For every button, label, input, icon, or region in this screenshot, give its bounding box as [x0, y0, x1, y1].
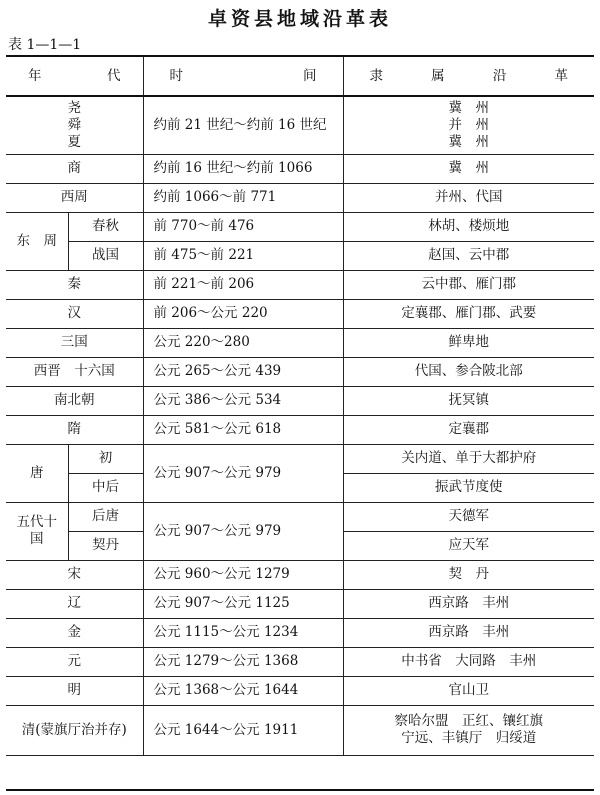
affiliation-cell: 应天军 — [343, 531, 594, 560]
table-row — [6, 386, 594, 415]
era-group-cell: 东 周 — [6, 212, 68, 270]
table-row — [6, 241, 594, 270]
era-cell: 尧 舜 夏 — [6, 96, 143, 154]
affiliation-cell: 并州、代国 — [343, 183, 594, 212]
table-row — [6, 270, 594, 299]
era-sub-cell: 初 — [68, 444, 143, 473]
header-era: 年 代 — [6, 57, 143, 96]
era-cell: 明 — [6, 676, 143, 705]
era-group-cell: 五代十国 — [6, 502, 68, 560]
table-row — [6, 299, 594, 328]
table-row — [6, 647, 594, 676]
affiliation-cell: 振武节度使 — [343, 473, 594, 502]
affiliation-cell: 官山卫 — [343, 676, 594, 705]
table-row — [6, 154, 594, 183]
time-cell: 前 221～前 206 — [143, 270, 343, 299]
affiliation-cell: 鲜卑地 — [343, 328, 594, 357]
era-cell: 西周 — [6, 183, 143, 212]
affiliation-cell: 西京路 丰州 — [343, 618, 594, 647]
era-cell: 三国 — [6, 328, 143, 357]
time-cell: 前 770～前 476 — [143, 212, 343, 241]
table-row — [6, 357, 594, 386]
era-sub-cell: 中后 — [68, 473, 143, 502]
table-title: 卓资县地域沿革表 — [207, 8, 392, 30]
affiliation-cell: 天德军 — [343, 502, 594, 531]
affiliation-cell: 抚冥镇 — [343, 386, 594, 415]
table-row — [6, 183, 594, 212]
table-row — [6, 705, 594, 755]
time-cell: 公元 386～公元 534 — [143, 386, 343, 415]
affiliation-cell: 定襄郡、雁门郡、武要 — [343, 299, 594, 328]
affiliation-cell: 关内道、单于大都护府 — [343, 444, 594, 473]
header-row — [6, 57, 594, 96]
time-cell: 公元 1279～公元 1368 — [143, 647, 343, 676]
time-cell: 公元 907～公元 979 — [143, 502, 343, 560]
era-cell: 隋 — [6, 415, 143, 444]
affiliation-cell: 中书省 大同路 丰州 — [343, 647, 594, 676]
time-cell: 前 206～公元 220 — [143, 299, 343, 328]
era-sub-cell: 春秋 — [68, 212, 143, 241]
table-row — [6, 96, 594, 154]
table-number: 表 1—1—1 — [8, 37, 82, 53]
time-cell: 公元 265～公元 439 — [143, 357, 343, 386]
time-cell: 公元 960～公元 1279 — [143, 560, 343, 589]
table-row — [6, 415, 594, 444]
time-cell: 公元 1115～公元 1234 — [143, 618, 343, 647]
era-cell: 秦 — [6, 270, 143, 299]
table-row — [6, 676, 594, 705]
table-row — [6, 502, 594, 531]
table-row — [6, 444, 594, 473]
table-row — [6, 589, 594, 618]
era-cell: 南北朝 — [6, 386, 143, 415]
era-cell: 商 — [6, 154, 143, 183]
era-cell: 汉 — [6, 299, 143, 328]
affiliation-cell: 冀 州 并 州 冀 州 — [343, 96, 594, 154]
time-cell: 约前 21 世纪～约前 16 世纪 — [143, 96, 343, 154]
history-table — [6, 57, 594, 756]
table-row — [6, 560, 594, 589]
time-cell: 前 475～前 221 — [143, 241, 343, 270]
era-sub-cell: 契丹 — [68, 531, 143, 560]
affiliation-cell: 察哈尔盟 正红、镶红旗 宁远、丰镇厅 归绥道 — [343, 705, 594, 755]
era-cell: 元 — [6, 647, 143, 676]
time-cell: 公元 220～280 — [143, 328, 343, 357]
table-row — [6, 618, 594, 647]
time-cell: 公元 581～公元 618 — [143, 415, 343, 444]
era-sub-cell: 战国 — [68, 241, 143, 270]
header-affiliation: 隶 属 沿 革 — [343, 57, 594, 96]
time-cell: 公元 1644～公元 1911 — [143, 705, 343, 755]
era-cell: 西晋 十六国 — [6, 357, 143, 386]
table-row — [6, 328, 594, 357]
time-cell: 公元 907～公元 1125 — [143, 589, 343, 618]
affiliation-cell: 西京路 丰州 — [343, 589, 594, 618]
affiliation-cell: 林胡、楼烦地 — [343, 212, 594, 241]
era-sub-cell: 后唐 — [68, 502, 143, 531]
era-cell: 清(蒙旗厅治并存) — [6, 705, 143, 755]
time-cell: 约前 16 世纪～约前 1066 — [143, 154, 343, 183]
affiliation-cell: 赵国、云中郡 — [343, 241, 594, 270]
table-row — [6, 212, 594, 241]
time-cell: 公元 1368～公元 1644 — [143, 676, 343, 705]
era-group-cell: 唐 — [6, 444, 68, 502]
time-cell: 公元 907～公元 979 — [143, 444, 343, 502]
affiliation-cell: 云中郡、雁门郡 — [343, 270, 594, 299]
header-time: 时 间 — [143, 57, 343, 96]
affiliation-cell: 代国、参合陂北部 — [343, 357, 594, 386]
time-cell: 约前 1066～前 771 — [143, 183, 343, 212]
affiliation-cell: 冀 州 — [343, 154, 594, 183]
era-cell: 宋 — [6, 560, 143, 589]
bottom-rule — [6, 789, 594, 791]
affiliation-cell: 契 丹 — [343, 560, 594, 589]
affiliation-cell: 定襄郡 — [343, 415, 594, 444]
era-cell: 辽 — [6, 589, 143, 618]
era-cell: 金 — [6, 618, 143, 647]
